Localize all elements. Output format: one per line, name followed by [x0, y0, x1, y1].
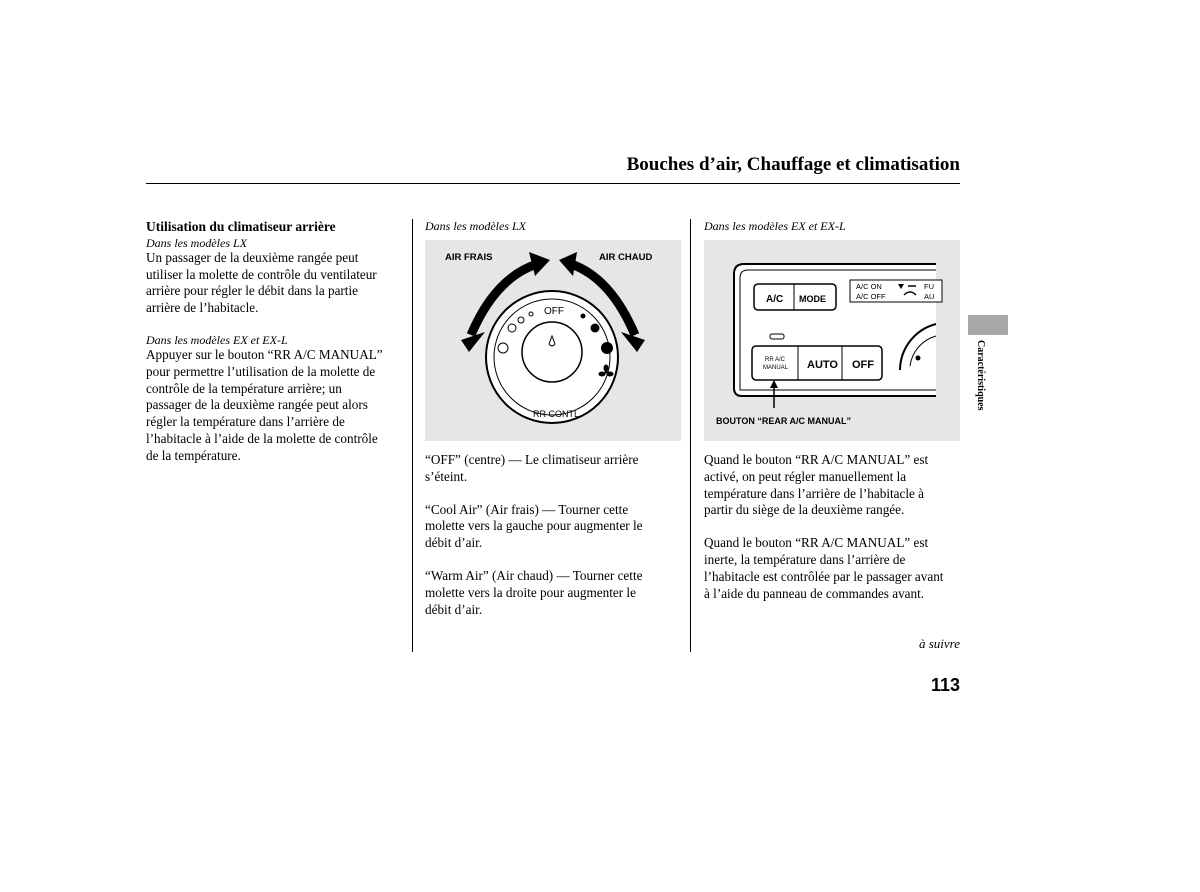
figure-caption-ex: Dans les modèles EX et EX-L: [704, 219, 846, 233]
ac-button-label: A/C: [766, 294, 784, 305]
paragraph-line: contrôle de la température arrière; un: [146, 380, 342, 396]
rear-control-knob-figure: [425, 240, 681, 441]
paragraph-line: température dans l’arrière de l’habitacle à: [704, 485, 925, 501]
continued-note: à suivre: [918, 636, 960, 651]
air-chaud-label: AIR CHAUD: [599, 252, 653, 263]
level-dot: [498, 343, 508, 353]
fu-indicator: FU: [924, 282, 934, 291]
paragraph-line: molette vers la droite pour augmenter le: [425, 584, 636, 600]
ac-on-indicator: A/C ON: [856, 282, 882, 291]
paragraph-line: pour permettre l’utilisation de la molette de: [146, 363, 376, 379]
panel-illustration: [704, 240, 960, 441]
off-button-label: OFF: [852, 359, 874, 371]
paragraph-line: s’éteint.: [425, 468, 468, 484]
level-dot: [601, 342, 613, 354]
column-divider-1: [412, 219, 413, 652]
paragraph-line: à l’aide du panneau de commandes avant.: [704, 585, 925, 601]
paragraph-line: utiliser la molette de contrôle du ventilateur: [146, 266, 377, 282]
paragraph-line: Quand le bouton “RR A/C MANUAL” est: [704, 535, 929, 551]
figure-caption-lx: Dans les modèles LX: [425, 219, 526, 233]
callout-label: BOUTON “REAR A/C MANUAL”: [716, 416, 851, 426]
paragraph-line: “Warm Air” (Air chaud) — Tourner cette: [425, 567, 643, 583]
paragraph-line: activé, on peut régler manuellement la: [704, 468, 907, 484]
level-dot: [581, 314, 586, 319]
column-divider-2: [690, 219, 691, 652]
paragraph-line: “Cool Air” (Air frais) — Tourner cette: [425, 501, 629, 517]
section-heading: Utilisation du climatiseur arrière: [146, 219, 336, 234]
rr-ac-button-label-2: MANUAL: [763, 365, 789, 371]
paragraph-line: de la température.: [146, 447, 241, 463]
model-note-lx: Dans les modèles LX: [146, 235, 247, 250]
middle-column-text: [425, 452, 685, 618]
ac-off-indicator: A/C OFF: [856, 292, 886, 301]
knob-center: [522, 322, 582, 382]
level-dot: [529, 312, 533, 316]
page-title: Bouches d’air, Chauffage et climatisation: [626, 154, 960, 175]
level-dot: [591, 324, 600, 333]
paragraph-line: l’habitacle à l’aide de la molette de contrôle: [146, 430, 378, 446]
section-tab-label: Caractéristiques: [975, 340, 986, 411]
paragraph-line: “OFF” (centre) — Le climatiseur arrière: [425, 452, 639, 467]
au-indicator: AU: [924, 292, 935, 301]
right-column-text: [704, 452, 966, 602]
air-frais-label: AIR FRAIS: [445, 252, 493, 263]
level-dot: [508, 324, 516, 332]
paragraph-line: arrière pour régler le débit dans la partie: [146, 283, 358, 299]
paragraph-line: l’habitacle est contrôlée par le passager avant: [704, 568, 944, 584]
knob-illustration: [425, 240, 681, 441]
knob-off-label: OFF: [544, 306, 564, 317]
auto-button-label: AUTO: [807, 359, 838, 371]
paragraph-line: partir du siège de la deuxième rangée.: [704, 502, 905, 518]
page-number: 113: [930, 675, 960, 695]
knob-rr-contl-label: RR CONTL: [533, 409, 580, 419]
mode-button-label: MODE: [799, 294, 826, 304]
paragraph-line: Un passager de la deuxième rangée peut: [146, 249, 359, 265]
section-tab: [968, 315, 1008, 335]
model-note-ex: Dans les modèles EX et EX-L: [146, 332, 288, 347]
rr-ac-button-label-1: RR A/C: [765, 357, 786, 363]
paragraph-line: inerte, la température dans l’arrière de: [704, 551, 906, 567]
climate-panel-figure: [704, 240, 960, 441]
paragraph-line: débit d’air.: [425, 535, 483, 551]
level-dot: [518, 317, 524, 323]
cool-arrow-head: [529, 252, 550, 276]
paragraph-line: passager de la deuxième rangée peut alors: [146, 397, 368, 413]
paragraph-line: arrière de l’habitacle.: [146, 300, 259, 316]
dial-marker: [916, 356, 921, 361]
indicator-light: [770, 334, 784, 339]
paragraph-line: molette vers la gauche pour augmenter le: [425, 518, 643, 534]
paragraph-line: débit d’air.: [425, 601, 483, 617]
paragraph-line: Appuyer sur le bouton “RR A/C MANUAL”: [146, 346, 383, 362]
header-rule: [146, 183, 960, 184]
paragraph-line: régler la température dans l’arrière de: [146, 414, 345, 430]
left-column: [146, 219, 408, 465]
warm-arrow-head: [559, 252, 577, 276]
paragraph-line: Quand le bouton “RR A/C MANUAL” est: [704, 452, 929, 467]
